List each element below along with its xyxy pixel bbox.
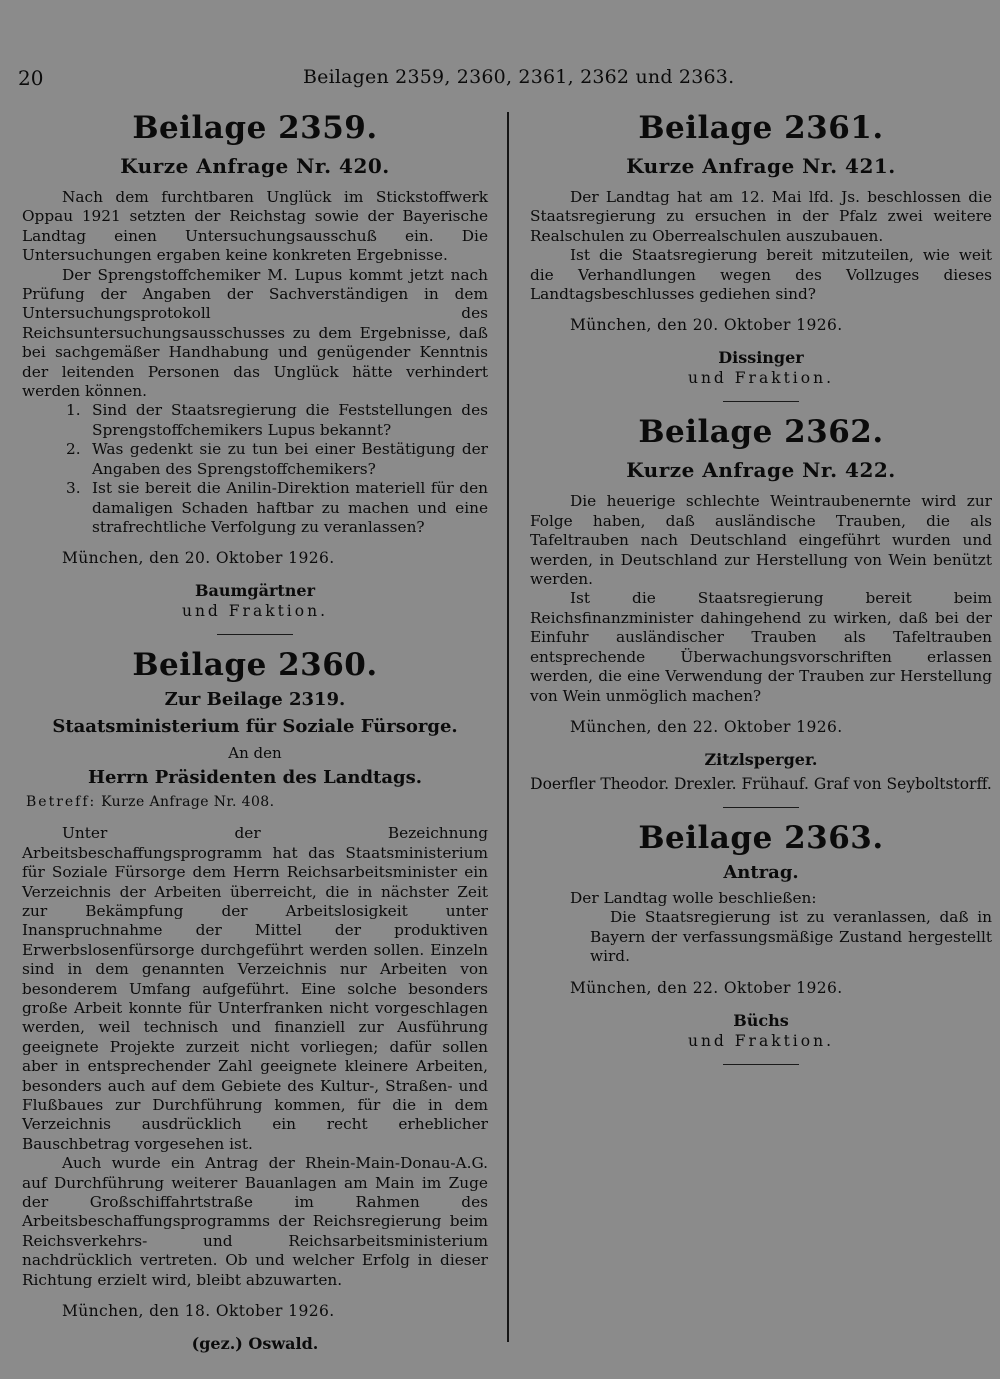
beilage-2363 <box>530 820 992 1065</box>
beilage-2362-cosigners: Doerfler Theodor. Drexler. Frühauf. Graf von Seyboltstorff. <box>530 774 992 793</box>
beilage-2362-dateline: München, den 22. Oktober 1926. <box>570 717 843 736</box>
beilage-2361-signer: Dissinger <box>718 348 804 368</box>
beilage-2361-fraktion: und Fraktion. <box>687 369 835 388</box>
beilage-2359-questions <box>66 401 488 537</box>
beilage-2360-an-den: An den <box>228 744 282 763</box>
question-text: Was gedenkt sie zu tun bei einer Bestätigung der Angaben des Sprengstoffchemikers? <box>92 440 488 478</box>
beilage-2363-signer: Büchs <box>733 1010 789 1030</box>
beilage-2360-dateline: München, den 18. Oktober 1926. <box>62 1302 335 1321</box>
section-rule <box>723 807 799 808</box>
beilage-2362-title: Beilage 2362. <box>638 414 884 451</box>
beilage-2360-paragraph-1: Unter der Bezeichnung Arbeitsbeschaffungsprogramm hat das Staatsministerium für Soziale Fürsorge dem Herrn Reichsarbeitsminister ein Verzeichnis der Arbeiten überreicht, die in nächster Zeit zur Bekämpfung der Arbeitslosigkeit unter Inanspruchnahme der Mittel der produktiven Erwerbslosenfürsorge durchgeführt werden sollen. Einzeln sind in dem genannten Verzeichnis nur Arbeiten von besonderem Umfang aufgeführt. Eine solche besonders große Arbeit konnte für Unterfranken nicht vorgeschlagen werden, weil technisch und finanziell zur Ausführung geeignete Projekte zurzeit nicht vorliegen; dafür sollen aber in entsprechender Zahl geeignete kleinere Arbeiten, besonders auch auf dem Gebiete des Kultur-, Straßen- und Flußbaues zur Durchführung kommen, für die in dem Verzeichnis ausdrücklich ein recht erheblicher Bauschbetrag vorgesehen ist. <box>22 824 488 1153</box>
beilage-2360-recipient: Herrn Präsidenten des Landtags. <box>87 767 423 789</box>
beilage-2359-paragraph-1: Nach dem furchtbaren Unglück im Stickstoffwerk Oppau 1921 setzten der Reichstag sowie der Bayerische Landtag einen Untersuchungsausschuß ein. Die Untersuchungen ergaben keine konkreten Ergebnisse. <box>22 188 488 265</box>
beilage-2363-body: Die Staatsregierung ist zu veranlassen, daß in Bayern der verfassungsmäßige Zustand hergestellt wird. <box>590 908 992 966</box>
question-item <box>66 479 488 537</box>
beilage-2362-subtitle: Kurze Anfrage Nr. 422. <box>626 458 896 483</box>
betreff-text: Kurze Anfrage Nr. 408. <box>101 794 275 811</box>
question-number: 3. <box>66 479 81 498</box>
beilage-2360-paragraph-2: Auch wurde ein Antrag der Rhein-Main-Donau-A.G. auf Durchführung weiterer Bauanlagen am Main im Zuge der Großschiffahrtstraße im Rahmen des Arbeitsbeschaffungsprogramms der Reichsregierung beim Reichsverkehrs- und Reichsarbeitsministerium nachdrücklich vertreten. Ob und welcher Erfolg in dieser Richtung erzielt wird, bleibt abzuwarten. <box>22 1154 488 1289</box>
beilage-2361 <box>530 110 992 402</box>
page-header <box>18 66 988 94</box>
beilage-2359-subtitle: Kurze Anfrage Nr. 420. <box>120 154 390 178</box>
betreff-label: Betreff: <box>26 794 97 811</box>
question-number: 2. <box>66 440 81 459</box>
running-title: Beilagen 2359, 2360, 2361, 2362 und 2363. <box>303 66 735 88</box>
section-rule <box>217 634 293 635</box>
left-column <box>22 100 488 1353</box>
beilage-2360-signer: (gez.) Oswald. <box>191 1334 319 1354</box>
question-item <box>66 401 488 440</box>
right-column <box>530 100 992 1077</box>
beilage-2361-title: Beilage 2361. <box>638 110 884 146</box>
beilage-2361-paragraph-1: Der Landtag hat am 12. Mai lfd. Js. beschlossen die Staatsregierung zu ersuchen in der Pfalz zwei weitere Realschulen zu Oberrealschulen auszubauen. <box>530 188 992 245</box>
beilage-2359-fraktion: und Fraktion. <box>181 602 329 621</box>
beilage-2360-betreff <box>26 794 488 810</box>
beilage-2360-title: Beilage 2360. <box>132 647 378 684</box>
beilage-2359 <box>22 110 488 635</box>
beilage-2359-title: Beilage 2359. <box>132 110 378 146</box>
question-number: 1. <box>66 401 81 420</box>
beilage-2363-subtitle: Antrag. <box>723 861 799 883</box>
beilage-2363-title: Beilage 2363. <box>638 819 884 856</box>
beilage-2360 <box>22 647 488 1353</box>
column-divider <box>507 112 509 1342</box>
beilage-2363-dateline: München, den 22. Oktober 1926. <box>570 978 843 997</box>
beilage-2360-ministry: Staatsministerium für Soziale Fürsorge. <box>52 716 458 738</box>
beilage-2359-paragraph-2: Der Sprengstoffchemiker M. Lupus kommt jetzt nach Prüfung der Angaben der Sachverständigen in dem Untersuchungsprotokoll des Reichsuntersuchungsausschusses zu dem Ergebnisse, daß bei sachgemäßer Handhabung und genügender Kenntnis der leitenden Personen das Unglück hätte verhindert werden können. <box>22 265 488 401</box>
beilage-2359-dateline: München, den 20. Oktober 1926. <box>62 549 335 568</box>
beilage-2363-intro: Der Landtag wolle beschließen: <box>570 888 817 907</box>
beilage-2361-paragraph-2: Ist die Staatsregierung bereit mitzuteilen, wie weit die Verhandlungen wegen des Vollzuges dieses Landtagsbeschlusses gediehen sind? <box>530 246 992 304</box>
beilage-2360-subtitle: Zur Beilage 2319. <box>164 689 346 711</box>
beilage-2362-paragraph-1: Die heuerige schlechte Weintraubenernte wird zur Folge haben, daß ausländische Trauben, die als Tafeltrauben nach Deutschland eingeführt wurden und werden, in Deutschland zur Herstellung von Wein benützt werden. <box>530 492 992 589</box>
beilage-2362 <box>530 414 992 807</box>
section-rule <box>723 401 799 402</box>
page-number: 20 <box>18 66 44 90</box>
section-rule <box>723 1064 799 1065</box>
beilage-2361-dateline: München, den 20. Oktober 1926. <box>570 316 843 335</box>
beilage-2361-subtitle: Kurze Anfrage Nr. 421. <box>626 154 896 178</box>
beilage-2362-signer: Zitzlsperger. <box>704 749 818 769</box>
question-text: Sind der Staatsregierung die Feststellungen des Sprengstoffchemikers Lupus bekannt? <box>92 401 488 439</box>
beilage-2363-fraktion: und Fraktion. <box>687 1031 835 1050</box>
question-text: Ist sie bereit die Anilin-Direktion materiell für den damaligen Schaden haftbar zu machen und eine strafrechtliche Verfolgung zu veranlassen? <box>92 479 488 536</box>
question-item <box>66 440 488 479</box>
beilage-2359-signer: Baumgärtner <box>194 581 316 601</box>
beilage-2362-paragraph-2: Ist die Staatsregierung bereit beim Reichsfinanzminister dahingehend zu wirken, daß bei der Einfuhr ausländischer Trauben als Tafeltrauben entsprechende Überwachungsvorschriften erlassen werden, die eine Verwendung der Trauben zur Herstellung von Wein unmöglich machen? <box>530 589 992 705</box>
